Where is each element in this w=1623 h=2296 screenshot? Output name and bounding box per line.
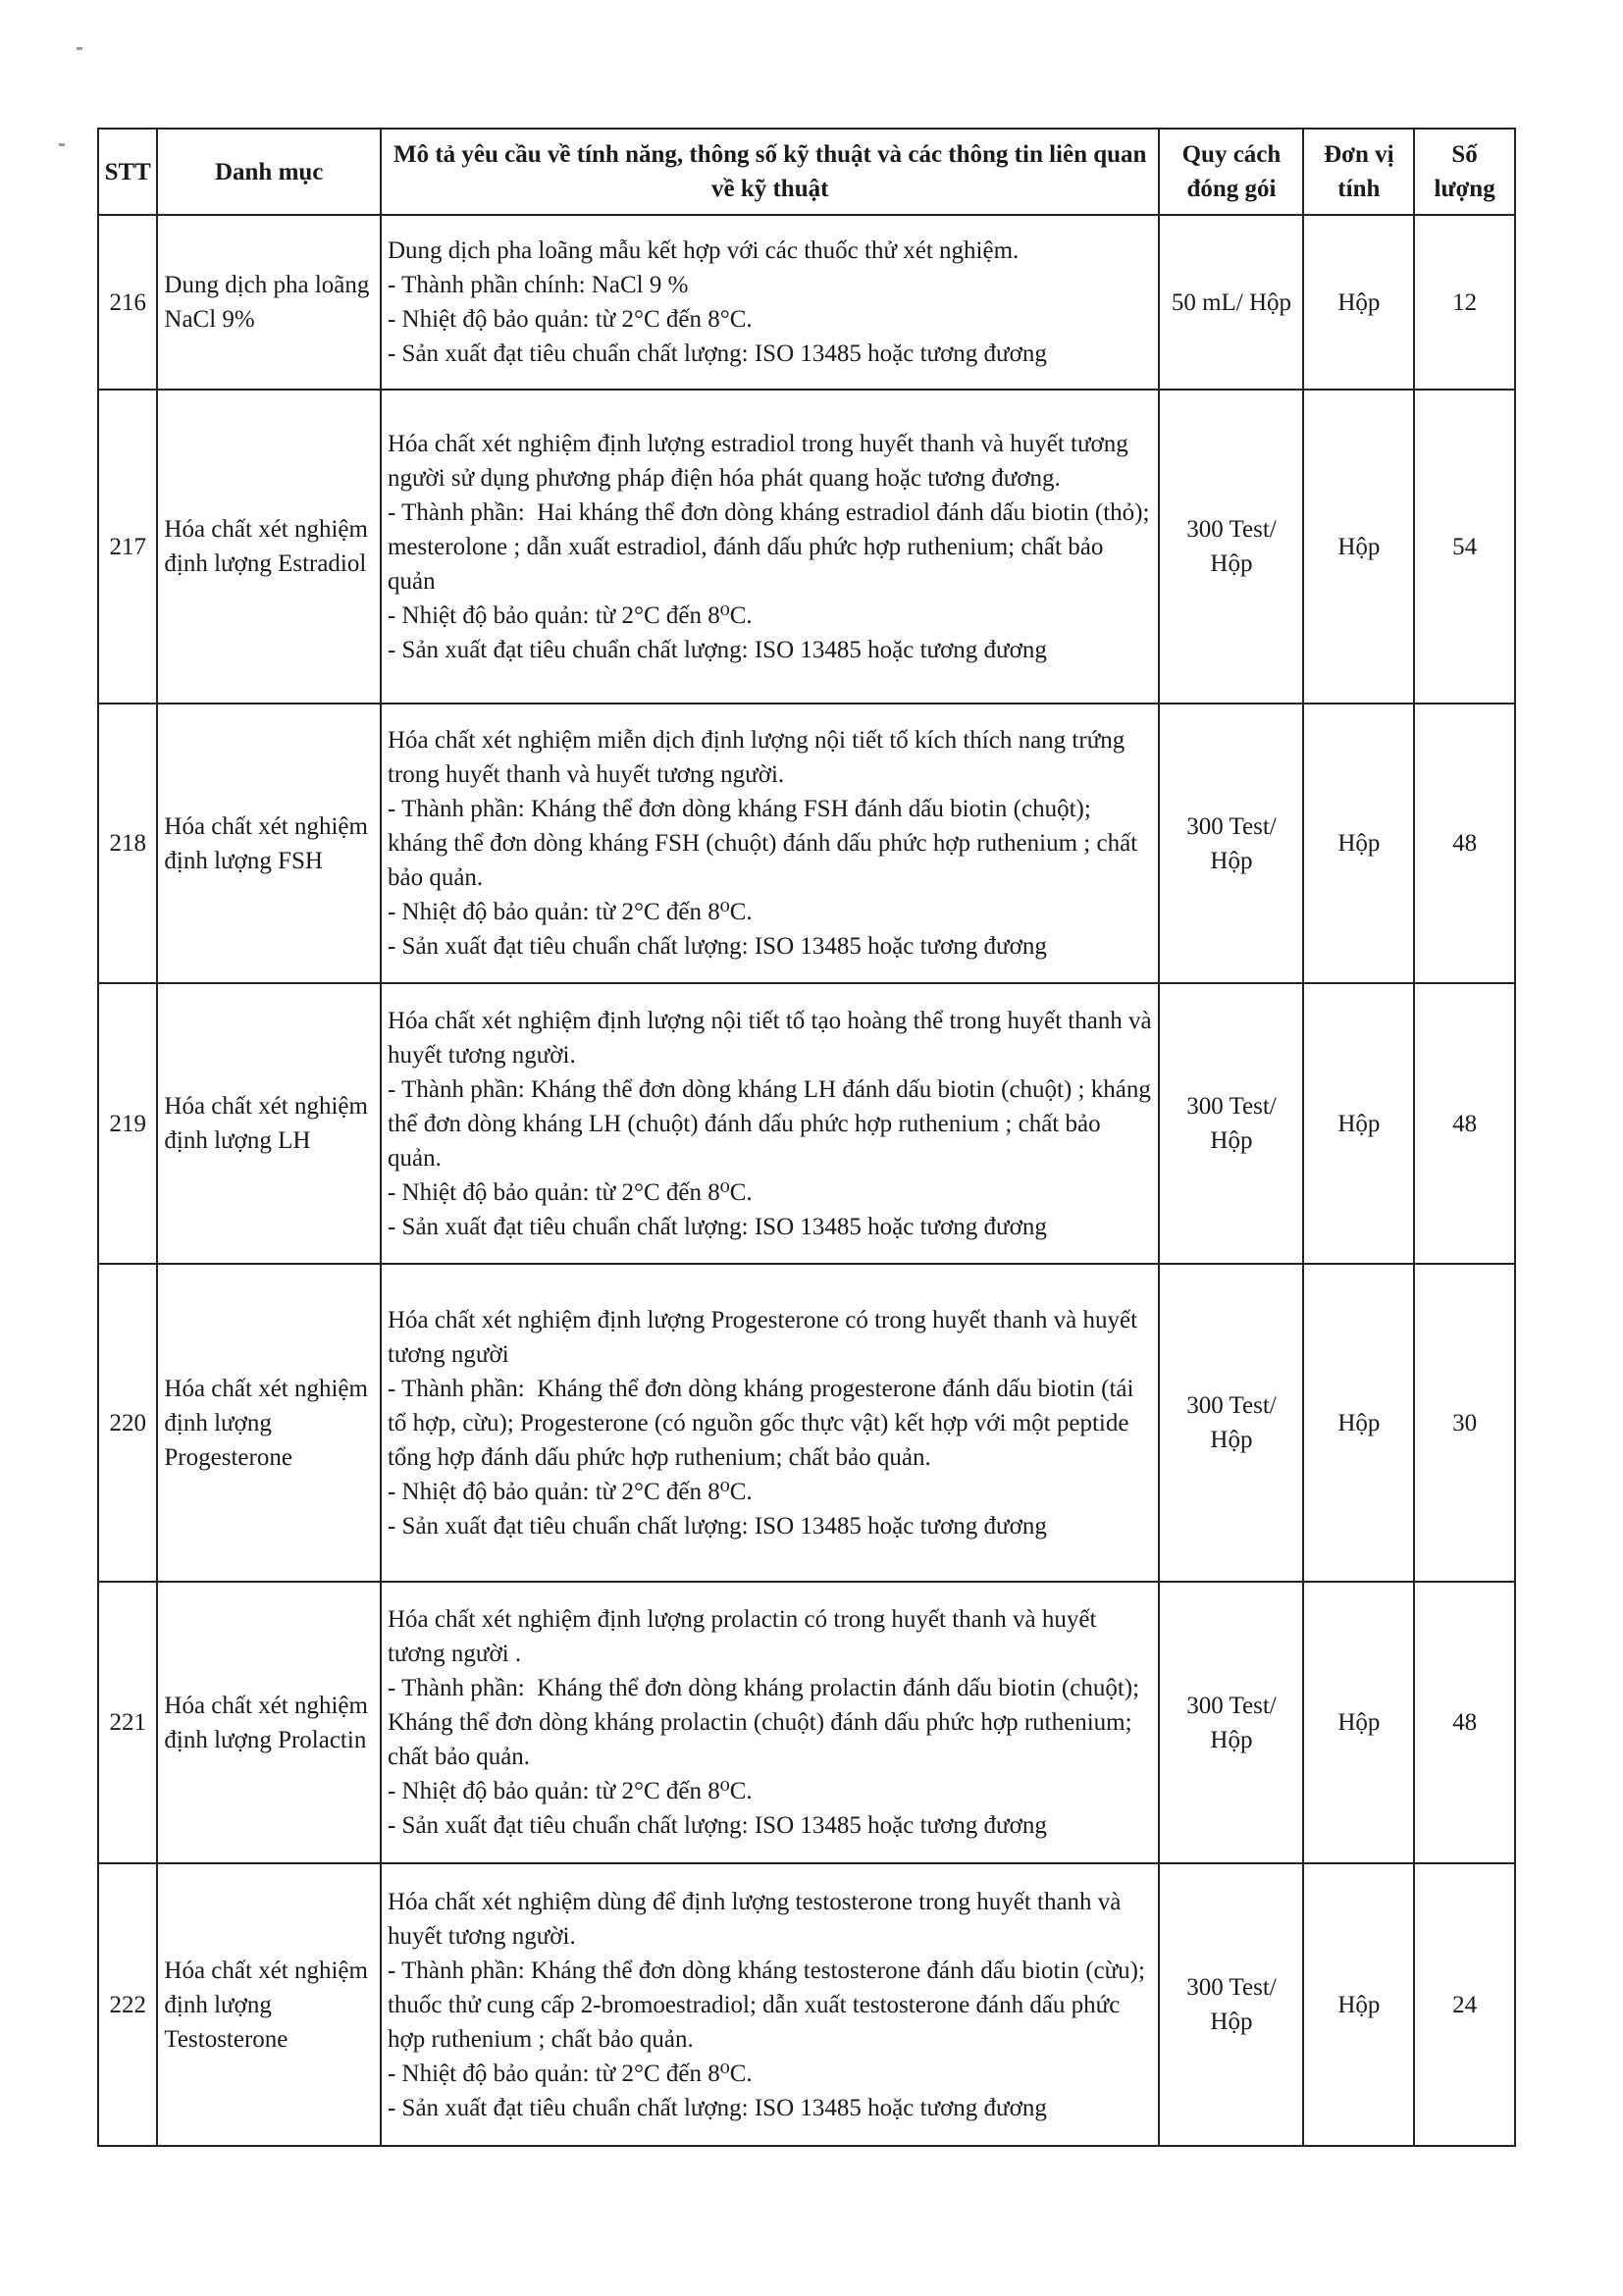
row-packaging: 300 Test/ Hộp	[1159, 390, 1303, 704]
row-name: Hóa chất xét nghiệm định lượng Prolactin	[157, 1582, 381, 1863]
row-packaging: 300 Test/ Hộp	[1159, 1863, 1303, 2146]
desc-line: Hóa chất xét nghiệm định lượng prolactin có trong huyết thanh và huyết tương người .	[387, 1606, 1103, 1667]
row-name: Hóa chất xét nghiệm định lượng FSH	[157, 704, 381, 983]
desc-line: - Nhiệt độ bảo quản: từ 2°C đến 8⁰C.	[387, 1178, 753, 1206]
table-row	[98, 1264, 1515, 1582]
row-stt: 220	[98, 1264, 157, 1582]
row-packaging: 300 Test/ Hộp	[1159, 704, 1303, 983]
header-unit: Đơn vị tính	[1303, 129, 1414, 215]
desc-line: - Nhiệt độ bảo quản: từ 2°C đến 8⁰C.	[387, 1778, 753, 1804]
row-stt: 217	[98, 390, 157, 704]
row-stt: 216	[98, 215, 157, 390]
desc-line: Hóa chất xét nghiệm định lượng estradiol trong huyết thanh và huyết tương người sử dụng phương pháp điện hóa phát quang hoặc tương đương.	[387, 430, 1134, 492]
desc-line: - Nhiệt độ bảo quản: từ 2°C đến 8⁰C.	[387, 601, 753, 629]
row-description	[381, 1863, 1159, 2146]
header-packaging: Quy cách đóng gói	[1159, 129, 1303, 215]
header-description: Mô tả yêu cầu về tính năng, thông số kỹ thuật và các thông tin liên quan về kỹ thuật	[381, 129, 1159, 215]
desc-line: - Nhiệt độ bảo quản: từ 2°C đến 8⁰C.	[387, 1478, 753, 1505]
desc-line: - Sản xuất đạt tiêu chuẩn chất lượng: ISO 13485 hoặc tương đương	[387, 1812, 1047, 1839]
row-quantity: 48	[1414, 1582, 1515, 1863]
desc-line: Hóa chất xét nghiệm dùng để định lượng testosterone trong huyết thanh và huyết tương người.	[387, 1888, 1127, 1950]
desc-line: - Nhiệt độ bảo quản: từ 2°C đến 8⁰C.	[387, 899, 753, 925]
row-unit: Hộp	[1303, 390, 1414, 704]
scan-speck-top	[77, 47, 82, 50]
desc-line: - Sản xuất đạt tiêu chuẩn chất lượng: ISO 13485 hoặc tương đương	[387, 2094, 1047, 2121]
desc-line: - Thành phần: Kháng thể đơn dòng kháng prolactin đánh dấu biotin (chuột); Kháng thể đơn dòng kháng prolactin (chuột) đánh dấu phức hợp ruthenium; chất bảo quản.	[387, 1675, 1146, 1770]
row-name: Hóa chất xét nghiệm định lượng LH	[157, 983, 381, 1264]
row-packaging: 300 Test/ Hộp	[1159, 1582, 1303, 1863]
desc-line: Hóa chất xét nghiệm miễn dịch định lượng nội tiết tố kích thích nang trứng trong huyết thanh và huyết tương người.	[387, 727, 1131, 788]
row-packaging: 300 Test/ Hộp	[1159, 983, 1303, 1264]
desc-line: - Thành phần: Kháng thể đơn dòng kháng testosterone đánh dấu biotin (cừu); thuốc thử cung cấp 2-bromoestradiol; dẫn xuất testosterone đánh dấu phức hợp ruthenium ; chất bảo quản.	[387, 1957, 1152, 2053]
row-unit: Hộp	[1303, 1264, 1414, 1582]
table-row	[98, 1582, 1515, 1863]
row-stt: 222	[98, 1863, 157, 2146]
row-stt: 219	[98, 983, 157, 1264]
table-row	[98, 215, 1515, 390]
desc-line: - Nhiệt độ bảo quản: từ 2°C đến 8⁰C.	[387, 2060, 753, 2087]
row-unit: Hộp	[1303, 1582, 1414, 1863]
desc-line: - Thành phần: Hai kháng thể đơn dòng kháng estradiol đánh dấu biotin (thỏ); mesterolone ; dẫn xuất estradiol, đánh dấu phức hợp ruthenium; chất bảo quản	[387, 498, 1156, 595]
table-header-row	[98, 129, 1515, 215]
row-unit: Hộp	[1303, 1863, 1414, 2146]
table-row	[98, 390, 1515, 704]
desc-line: Hóa chất xét nghiệm định lượng nội tiết tố tạo hoàng thể trong huyết thanh và huyết tương người.	[387, 1007, 1158, 1069]
desc-line: - Sản xuất đạt tiêu chuẩn chất lượng: ISO 13485 hoặc tương đương	[387, 1512, 1047, 1539]
row-name: Hóa chất xét nghiệm định lượng Progesterone	[157, 1264, 381, 1582]
row-stt: 218	[98, 704, 157, 983]
desc-line: - Sản xuất đạt tiêu chuẩn chất lượng: ISO 13485 hoặc tương đương	[387, 933, 1047, 960]
row-name: Hóa chất xét nghiệm định lượng Estradiol	[157, 390, 381, 704]
row-unit: Hộp	[1303, 215, 1414, 390]
row-quantity: 24	[1414, 1863, 1515, 2146]
row-packaging: 50 mL/ Hộp	[1159, 215, 1303, 390]
desc-line: Hóa chất xét nghiệm định lượng Progesterone có trong huyết thanh và huyết tương người	[387, 1306, 1144, 1368]
table-row	[98, 983, 1515, 1264]
row-description	[381, 983, 1159, 1264]
row-unit: Hộp	[1303, 704, 1414, 983]
desc-line: - Thành phần: Kháng thể đơn dòng kháng progesterone đánh dấu biotin (tái tổ hợp, cừu); Progesterone (có nguồn gốc thực vật) kết hợp với một peptide tổng hợp đánh dấu phức hợp ruthenium; chất bảo quản.	[387, 1375, 1140, 1471]
row-quantity: 48	[1414, 983, 1515, 1264]
row-quantity: 30	[1414, 1264, 1515, 1582]
desc-line: - Sản xuất đạt tiêu chuẩn chất lượng: ISO 13485 hoặc tương đương	[387, 636, 1047, 663]
header-stt: STT	[98, 129, 157, 215]
table-row	[98, 704, 1515, 983]
technical-spec-table	[97, 128, 1516, 2147]
row-quantity: 54	[1414, 390, 1515, 704]
row-description	[381, 390, 1159, 704]
table-row	[98, 1863, 1515, 2146]
desc-line: - Sản xuất đạt tiêu chuẩn chất lượng: ISO 13485 hoặc tương đương	[387, 340, 1047, 367]
desc-line: - Thành phần: Kháng thể đơn dòng kháng LH đánh dấu biotin (chuột) ; kháng thể đơn dòng kháng LH (chuột) đánh dấu phức hợp ruthenium ; chất bảo quản.	[387, 1075, 1158, 1172]
row-description	[381, 1264, 1159, 1582]
desc-line: - Nhiệt độ bảo quản: từ 2°C đến 8°C.	[387, 306, 753, 333]
desc-line: - Sản xuất đạt tiêu chuẩn chất lượng: ISO 13485 hoặc tương đương	[387, 1213, 1047, 1240]
row-quantity: 48	[1414, 704, 1515, 983]
row-description	[381, 215, 1159, 390]
desc-line: - Thành phần chính: NaCl 9 %	[387, 272, 689, 298]
row-description	[381, 704, 1159, 983]
row-stt: 221	[98, 1582, 157, 1863]
row-unit: Hộp	[1303, 983, 1414, 1264]
row-name: Hóa chất xét nghiệm định lượng Testosterone	[157, 1863, 381, 2146]
desc-line: Dung dịch pha loãng mẫu kết hợp với các thuốc thử xét nghiệm.	[387, 237, 1020, 264]
header-name: Danh mục	[157, 129, 381, 215]
row-description	[381, 1582, 1159, 1863]
row-packaging: 300 Test/ Hộp	[1159, 1264, 1303, 1582]
header-quantity: Số lượng	[1414, 129, 1515, 215]
scan-speck-left	[59, 143, 65, 146]
row-name: Dung dịch pha loãng NaCl 9%	[157, 215, 381, 390]
desc-line: - Thành phần: Kháng thể đơn dòng kháng FSH đánh dấu biotin (chuột); kháng thể đơn dòng kháng FSH (chuột) đánh dấu phức hợp ruthenium ; chất bảo quản.	[387, 796, 1144, 891]
row-quantity: 12	[1414, 215, 1515, 390]
